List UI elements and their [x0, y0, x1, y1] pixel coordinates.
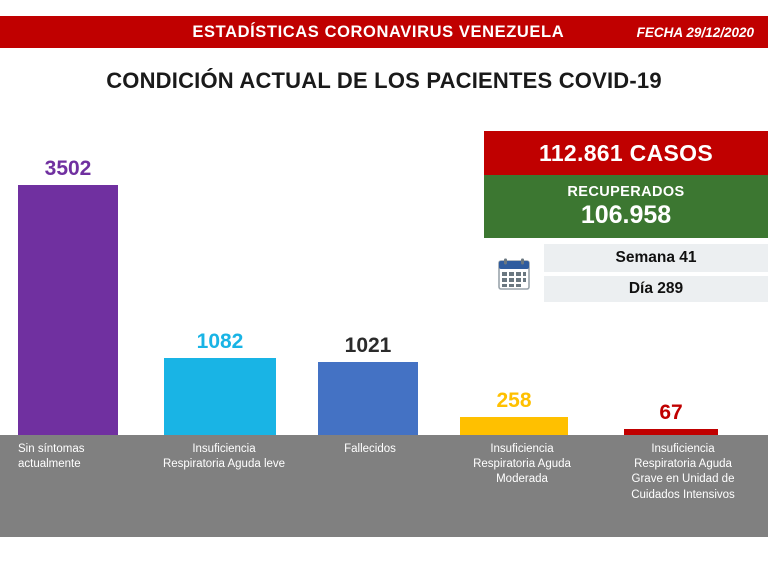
category-label: Insuficiencia Respiratoria Aguda Moderada	[473, 443, 571, 486]
bar-group	[624, 401, 718, 435]
bar-rect[interactable]	[18, 185, 118, 435]
week-row: Semana 41	[544, 244, 768, 274]
bar-chart	[0, 150, 768, 435]
recovered-value: 106.958	[580, 201, 672, 230]
bar-rect[interactable]	[164, 358, 276, 435]
category-label: Insuficiencia Respiratoria Aguda leve	[162, 443, 286, 471]
bar-value-label: 1021	[344, 334, 392, 357]
category-label: Sin síntomas actualmente	[18, 443, 85, 471]
bar-group	[460, 389, 568, 435]
bar-group	[18, 157, 118, 435]
bar-value-label: 258	[496, 389, 532, 412]
bar-value-label: 3502	[44, 157, 92, 180]
category-label-strip	[0, 435, 768, 537]
page-title: CONDICIÓN ACTUAL DE LOS PACIENTES COVID-19	[106, 68, 662, 93]
bar-value-label: 1082	[196, 330, 244, 353]
header-bar	[0, 16, 768, 48]
total-cases-badge: 112.861 CASOS	[484, 131, 768, 175]
bar-value-label: 67	[659, 401, 683, 424]
bar-group	[164, 330, 276, 435]
category-label: Fallecidos	[344, 443, 396, 455]
header-date: FECHA 29/12/2020	[636, 24, 754, 40]
bar-group	[318, 334, 418, 435]
category-label: Insuficiencia Respiratoria Aguda Grave en Unidad de Cuidados Intensivos	[631, 443, 735, 501]
header-title: ESTADÍSTICAS CORONAVIRUS VENEZUELA	[192, 22, 565, 41]
recovered-label: RECUPERADOS	[567, 184, 685, 201]
bar-rect[interactable]	[460, 417, 568, 435]
day-row: Día 289	[544, 274, 768, 304]
bar-series	[0, 150, 768, 435]
bar-rect[interactable]	[318, 362, 418, 435]
